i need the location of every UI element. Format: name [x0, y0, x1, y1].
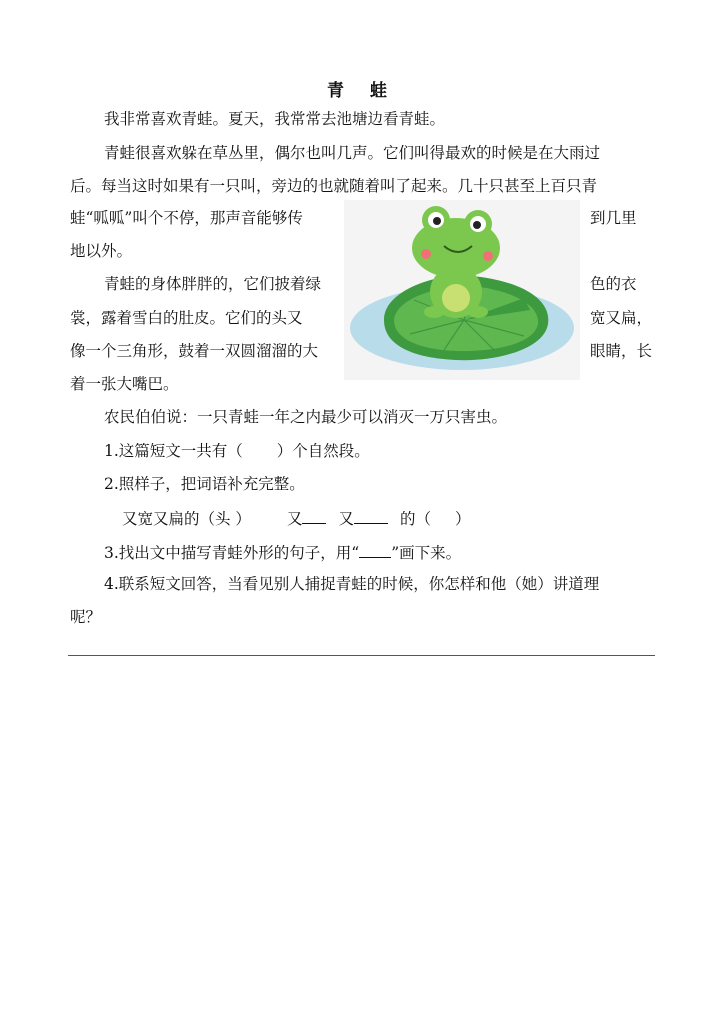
- question-2-you-1: 又: [286, 510, 303, 528]
- frog-illustration: [344, 200, 580, 380]
- question-1-text-b: ）个自然段。: [276, 442, 370, 460]
- question-2-example: 又宽又扁的（头 ）: [122, 510, 251, 528]
- question-3: [104, 541, 461, 563]
- paragraph-3-line-1-left: 青蛙的身体胖胖的，它们披着绿: [104, 275, 322, 293]
- question-4-line-2: 呢？: [70, 608, 102, 626]
- question-2-de: 的（: [399, 510, 431, 528]
- question-4-line-1: 4.联系短文回答，当看见别人捕捉青蛙的时候，你怎样和他（她）讲道理: [104, 575, 600, 593]
- paragraph-3-line-3-left: 像一个三角形，鼓着一双圆溜溜的大: [70, 342, 319, 360]
- paragraph-3-line-4: 着一张大嘴巴。: [70, 375, 179, 393]
- question-3-text-a: 3.找出文中描写青蛙外形的句子，用“: [104, 544, 360, 562]
- question-2-example-row: [122, 507, 471, 529]
- paragraph-3-line-2-right: 宽又扁，: [590, 309, 653, 327]
- paragraph-3-line-1-right: 色的衣: [590, 275, 637, 293]
- question-2: 2.照样子，把词语补充完整。: [104, 475, 305, 493]
- answer-divider-line: [68, 655, 655, 656]
- paragraph-2-line-2: 后。每当这时如果有一只叫，旁边的也就随着叫了起来。几十只甚至上百只青: [70, 177, 598, 195]
- paragraph-2-line-4: 地以外。: [70, 242, 133, 260]
- question-3-text-b: ”画下来。: [391, 544, 462, 562]
- question-1-text-a: 1.这篇短文一共有（: [104, 442, 243, 460]
- paragraph-2-line-1: 青蛙很喜欢躲在草丛里，偶尔也叫几声。它们叫得最欢的时候是在大雨过: [104, 144, 601, 162]
- paragraph-3-line-3-right: 眼睛，长: [590, 342, 653, 360]
- question-2-blank-2[interactable]: [354, 507, 388, 524]
- paragraph-2-line-3-left: 蛙“呱呱”叫个不停，那声音能够传: [70, 209, 303, 227]
- page-title: 青 蛙: [327, 81, 397, 101]
- paragraph-4: 农民伯伯说：一只青蛙一年之内最少可以消灭一万只害虫。: [104, 408, 508, 426]
- question-3-underline-sample: [359, 541, 391, 558]
- question-2-you-2: 又: [338, 510, 354, 528]
- paragraph-3-line-2-left: 裳，露着雪白的肚皮。它们的头又: [70, 309, 303, 327]
- question-2-close-paren: ）: [454, 510, 471, 528]
- paragraph-2-line-3-right: 到几里: [590, 209, 637, 227]
- question-1: [104, 441, 370, 461]
- frog-on-lily-pad-icon: [344, 200, 580, 380]
- paragraph-1: 我非常喜欢青蛙。夏天，我常常去池塘边看青蛙。: [104, 110, 446, 128]
- question-2-blank-1[interactable]: [302, 507, 326, 524]
